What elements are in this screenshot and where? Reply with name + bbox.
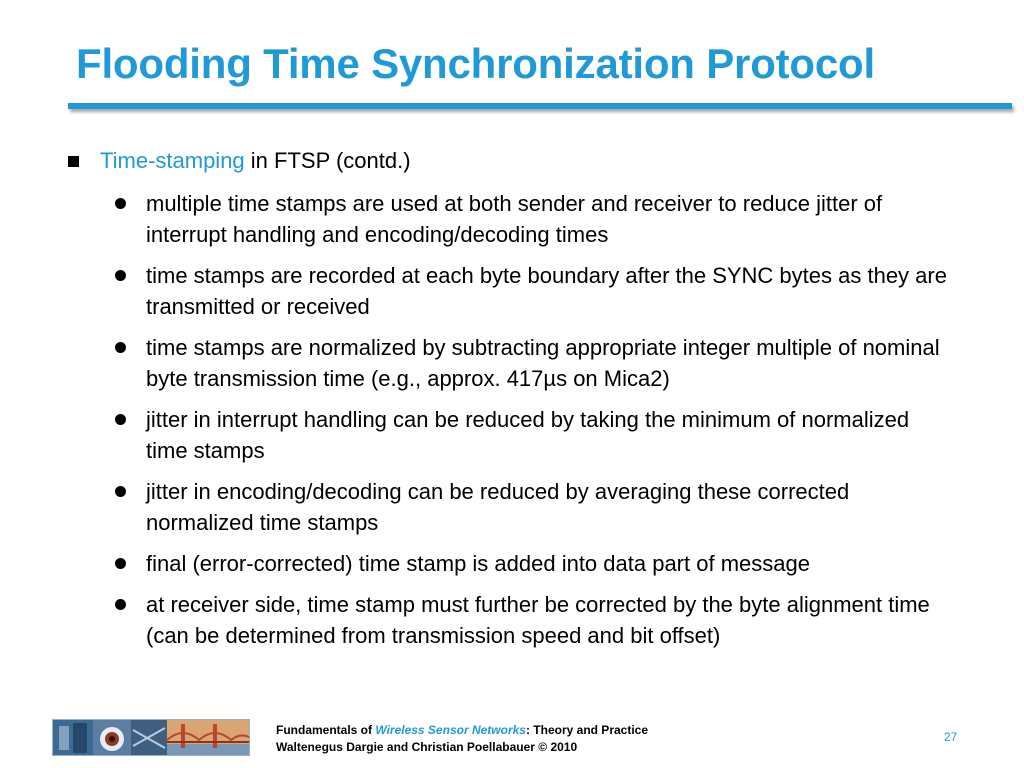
sub-bullet-item: [60, 404, 956, 466]
footer-line-2: Waltenegus Dargie and Christian Poellabauer © 2010: [276, 740, 578, 754]
sub-bullet-text: time stamps are normalized by subtracting appropriate integer multiple of nominal byte transmission time (e.g., approx. 417µs on Mica2): [146, 335, 940, 391]
main-bullet-text: in FTSP (contd.): [244, 148, 411, 173]
slide-title: Flooding Time Synchronization Protocol: [76, 40, 875, 87]
page-number: 27: [944, 730, 958, 744]
round-bullet-icon: [115, 270, 126, 281]
footer-book-title-accent: Wireless Sensor Networks: [375, 723, 526, 737]
footer-line-1-suffix: : Theory and Practice: [525, 723, 649, 737]
round-bullet-icon: [115, 486, 126, 497]
title-underline: [68, 103, 1012, 109]
round-bullet-icon: [115, 198, 126, 209]
round-bullet-icon: [115, 558, 126, 569]
sub-bullet-list: [60, 188, 960, 651]
slide-content: [60, 146, 960, 661]
round-bullet-icon: [115, 414, 126, 425]
network-collage-banner-graphic: [53, 720, 250, 756]
network-collage-banner-icon: [52, 719, 250, 756]
sub-bullet-text: final (error-corrected) time stamp is added into data part of message: [146, 551, 810, 576]
sub-bullet-item: [60, 589, 956, 651]
sub-bullet-item: [60, 188, 956, 250]
footer-line-1-prefix: Fundamentals of: [276, 723, 376, 737]
sub-bullet-item: [60, 332, 956, 394]
footer-citation: [276, 722, 648, 756]
main-bullet-highlight: Time-stamping: [100, 148, 245, 173]
sub-bullet-text: multiple time stamps are used at both sender and receiver to reduce jitter of interrupt handling and encoding/decoding times: [146, 191, 883, 247]
sub-bullet-text: jitter in interrupt handling can be reduced by taking the minimum of normalized time stamps: [146, 407, 910, 463]
square-bullet-icon: [68, 156, 79, 167]
sub-bullet-text: at receiver side, time stamp must further be corrected by the byte alignment time (can be determined from transmission speed and bit offset): [146, 592, 930, 648]
sub-bullet-item: [60, 476, 956, 538]
round-bullet-icon: [115, 599, 126, 610]
sub-bullet-item: [60, 260, 956, 322]
footer-line-1: [276, 722, 648, 739]
sub-bullet-text: time stamps are recorded at each byte boundary after the SYNC bytes as they are transmitted or received: [146, 263, 947, 319]
main-bullet: [60, 146, 960, 176]
round-bullet-icon: [115, 342, 126, 353]
sub-bullet-item: [60, 548, 956, 579]
sub-bullet-text: jitter in encoding/decoding can be reduced by averaging these corrected normalized time stamps: [146, 479, 850, 535]
